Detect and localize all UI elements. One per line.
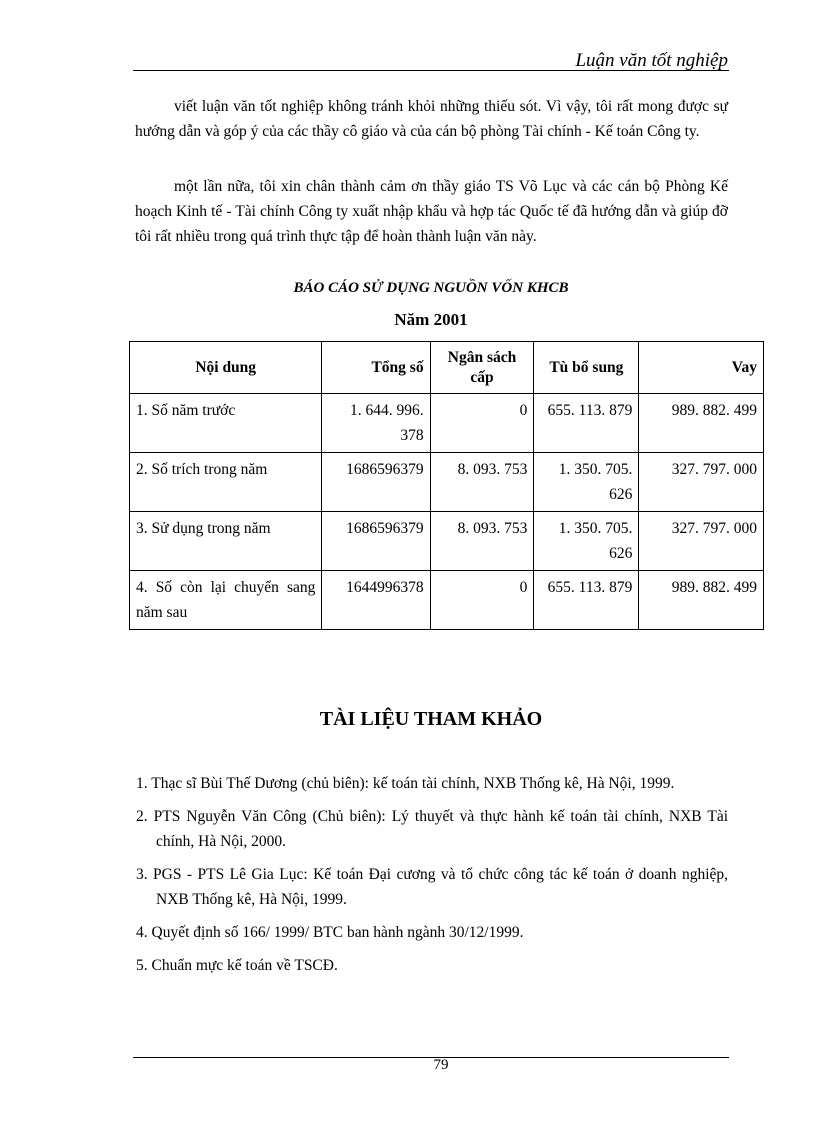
report-title: BÁO CÁO SỬ DỤNG NGUỒN VỐN KHCB [293,280,569,296]
cell-loan: 327. 797. 000 [639,512,764,571]
column-header-loan: Vay [639,342,764,394]
cell-loan: 327. 797. 000 [639,453,764,512]
cell-supplement: 1. 350. 705. 626 [534,512,639,571]
paragraph-1: viết luận văn tốt nghiệp không tránh khỏi những thiếu sót. Vì vậy, tôi rất mong được sự hướng dẫn và góp ý của các thầy cô giáo và của cán bộ phòng Tài chính - Kế toán Công ty. [135,98,728,140]
reference-item: 3. PGS - PTS Lê Gia Lục: Kế toán Đại cương và tổ chức công tác kế toán ở doanh nghiệp, NXB Thống kê, Hà Nội, 1999. [136,866,728,908]
cell-loan: 989. 882. 499 [639,394,764,453]
column-header-content: Nội dung [130,342,322,394]
paragraph-2: một lần nữa, tôi xin chân thành cảm ơn thầy giáo TS Võ Lục và các cán bộ Phòng Kế hoạch Kinh tế - Tài chính Công ty xuất nhập khẩu và hợp tác Quốc tế đã hướng dẫn và giúp đỡ tôi rất nhiều trong quá trình thực tập để hoàn thành luận văn này. [135,178,728,245]
table-row [130,571,764,630]
table-header-row [130,342,764,394]
cell-loan: 989. 882. 499 [639,571,764,630]
page-number: 79 [433,1057,449,1073]
cell-supplement: 655. 113. 879 [534,394,639,453]
references-title: TÀI LIỆU THAM KHẢO [319,708,543,730]
row-description: 3. Sử dụng trong năm [130,512,322,571]
row-description: 4. Số còn lại chuyển sang năm sau [130,571,322,630]
reference-item: 4. Quyết định số 166/ 1999/ BTC ban hành ngành 30/12/1999. [136,924,524,941]
cell-budget: 0 [430,394,534,453]
report-year: Năm 2001 [394,310,468,329]
cell-supplement: 1. 350. 705. 626 [534,453,639,512]
cell-total: 1686596379 [322,512,430,571]
column-header-total: Tổng số [322,342,430,394]
table-row [130,512,764,571]
references-list [136,771,728,986]
row-description: 2. Số trích trong năm [130,453,322,512]
cell-total: 1. 644. 996. 378 [322,394,430,453]
reference-item: 2. PTS Nguyễn Văn Công (Chủ biên): Lý thuyết và thực hành kế toán tài chính, NXB Tài chính, Hà Nội, 2000. [136,808,728,850]
cell-total: 1686596379 [322,453,430,512]
header-divider [133,70,729,71]
capital-usage-table [129,341,764,630]
cell-supplement: 655. 113. 879 [534,571,639,630]
cell-budget: 0 [430,571,534,630]
page-header-title: Luận văn tốt nghiệp [575,50,728,71]
reference-item: 1. Thạc sĩ Bùi Thế Dương (chủ biên): kế toán tài chính, NXB Thống kê, Hà Nội, 1999. [136,775,675,792]
cell-budget: 8. 093. 753 [430,453,534,512]
row-description: 1. Số năm trước [130,394,322,453]
column-header-supplement: Tù bổ sung [534,342,639,394]
cell-total: 1644996378 [322,571,430,630]
table-row [130,394,764,453]
column-header-budget: Ngân sách cấp [430,342,534,394]
cell-budget: 8. 093. 753 [430,512,534,571]
reference-item: 5. Chuẩn mực kế toán về TSCĐ. [136,957,338,974]
table-row [130,453,764,512]
